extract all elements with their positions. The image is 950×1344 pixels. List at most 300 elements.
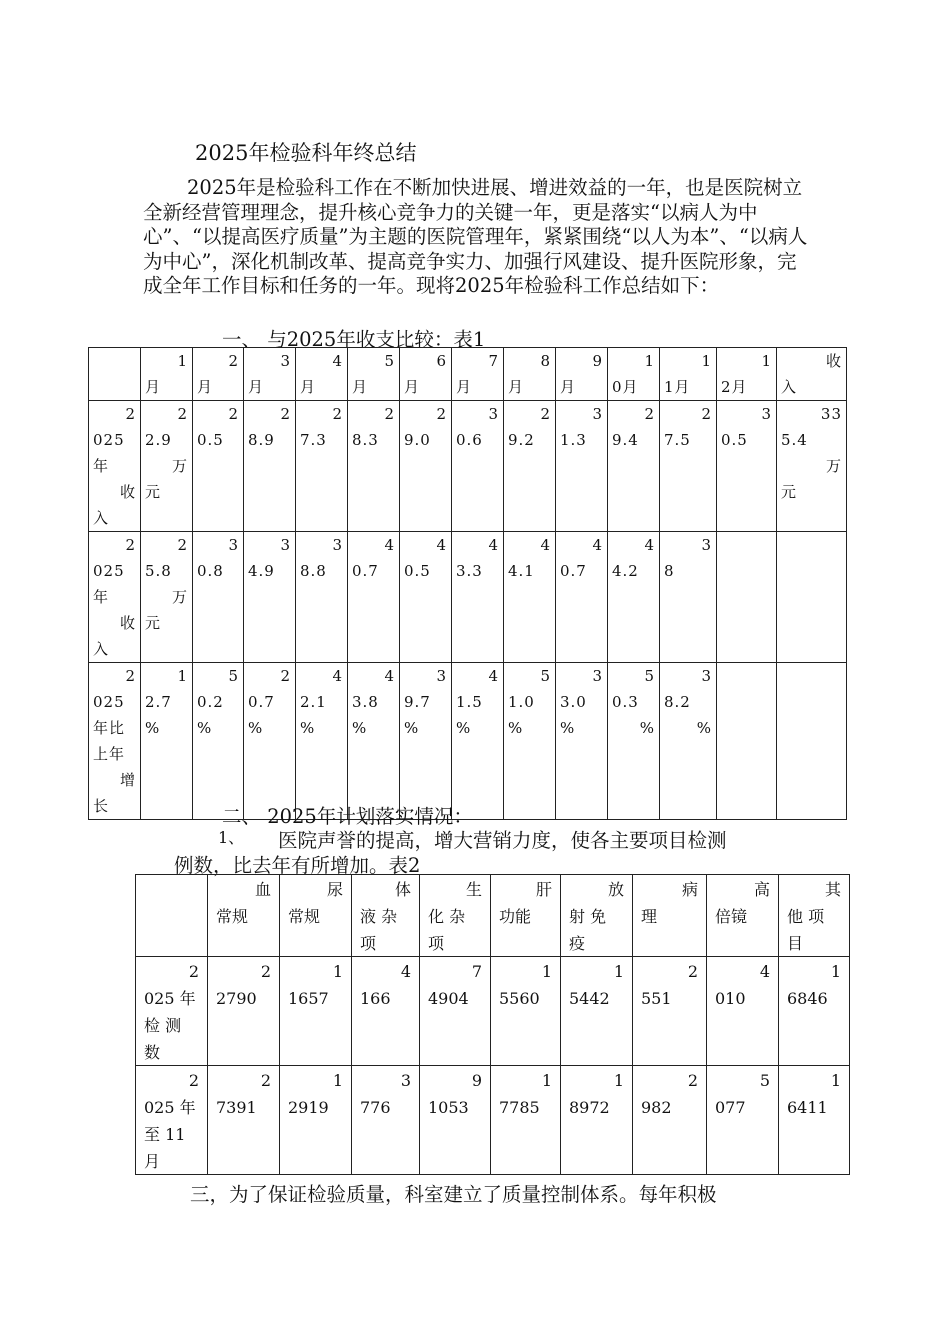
cell-line: 9	[471, 1071, 482, 1090]
table1-cell	[141, 663, 193, 820]
header-line: 尿	[326, 880, 343, 899]
table2-cell	[280, 957, 352, 1066]
cell-line: 2	[260, 962, 271, 981]
cell-line: 5442	[569, 989, 610, 1008]
cell-line: 3	[228, 536, 239, 554]
header-line: 项	[360, 934, 377, 953]
cell-line: 2	[701, 405, 712, 423]
table1-cell	[504, 532, 556, 663]
cell-line: %	[456, 719, 472, 737]
cell-line: 1	[332, 962, 343, 981]
header-line: 体	[394, 880, 411, 899]
cell-line: 1.0	[508, 693, 535, 711]
table1-cell	[660, 532, 717, 663]
header-bottom: 月	[197, 378, 214, 396]
section2-item1-continuation: 例数，比去年有所增加。表2	[174, 854, 421, 877]
cell-line: 4	[644, 536, 655, 554]
header-top: 9	[592, 352, 603, 370]
cell-line	[717, 664, 776, 665]
header-bottom: 0月	[612, 378, 639, 396]
table1-row	[89, 663, 847, 820]
label-line: 增	[119, 771, 136, 789]
table2-header-cell	[707, 875, 779, 957]
table2-cell	[633, 1066, 707, 1175]
table1-cell	[348, 532, 400, 663]
cell-line: 5	[644, 667, 655, 685]
cell-line: 3	[436, 667, 447, 685]
cell-line: 8972	[569, 1098, 610, 1117]
table1-cell	[777, 663, 847, 820]
label-line: 2	[125, 405, 136, 423]
cell-line	[717, 533, 776, 534]
cell-line: 3	[280, 536, 291, 554]
cell-line: %	[197, 719, 213, 737]
cell-line: %	[508, 719, 524, 737]
cell-line: 万	[171, 588, 188, 606]
table2-cell	[491, 1066, 561, 1175]
cell-line: %	[560, 719, 576, 737]
cell-line: 2	[260, 1071, 271, 1090]
table2-cell	[707, 1066, 779, 1175]
header-line: 放	[607, 880, 624, 899]
cell-line: 1053	[428, 1098, 469, 1117]
table1-header-cell	[452, 348, 504, 401]
table2-header-cell	[420, 875, 491, 957]
header-top: 5	[384, 352, 395, 370]
cell-line: 3	[761, 405, 772, 423]
table1-header-cell	[777, 348, 847, 401]
table1-header-cell	[608, 348, 660, 401]
cell-line: 1657	[288, 989, 329, 1008]
cell-line: 2	[280, 667, 291, 685]
table1-cell	[777, 401, 847, 532]
table1-header-cell	[504, 348, 556, 401]
cell-line: 4	[488, 667, 499, 685]
cell-line: 5	[540, 667, 551, 685]
cell-line: 4	[384, 667, 395, 685]
cell-line: 2	[384, 405, 395, 423]
header-bottom: 月	[404, 378, 421, 396]
cell-line: 2790	[216, 989, 257, 1008]
table2-cell	[561, 957, 633, 1066]
cell-line: 1	[332, 1071, 343, 1090]
table1-cell	[400, 532, 452, 663]
cell-line: 2	[687, 962, 698, 981]
table1-cell	[556, 663, 608, 820]
table1-cell	[608, 663, 660, 820]
table1-cell	[556, 532, 608, 663]
table2-cell	[208, 1066, 280, 1175]
cell-line: 166	[360, 989, 391, 1008]
label-line: 025 年	[144, 989, 196, 1008]
label-line: 025	[93, 693, 125, 711]
label-line: 入	[93, 509, 110, 527]
table2-cell	[420, 1066, 491, 1175]
cell-line: 万	[825, 457, 842, 475]
cell-line: 8	[664, 562, 675, 580]
table1-cell	[400, 401, 452, 532]
header-line: 射 免	[569, 907, 607, 926]
cell-line: 2	[332, 405, 343, 423]
table1-header-cell	[660, 348, 717, 401]
table1-header-cell	[400, 348, 452, 401]
header-top: 1	[177, 352, 188, 370]
table2-row-label	[136, 957, 208, 1066]
table1-cell	[717, 401, 777, 532]
label-line: 入	[93, 640, 110, 658]
cell-line: 4	[384, 536, 395, 554]
header-line: 液 杂	[360, 907, 398, 926]
header-line: 生	[465, 880, 482, 899]
label-line: 025 年	[144, 1098, 196, 1117]
table1-cell	[452, 401, 504, 532]
cell-line: 2	[177, 405, 188, 423]
cell-line: 776	[360, 1098, 391, 1117]
table1-cell	[296, 401, 348, 532]
table2-cell	[707, 957, 779, 1066]
table1-cell	[452, 532, 504, 663]
cell-line: 5	[228, 667, 239, 685]
cell-line: 2.1	[300, 693, 327, 711]
cell-line: 6846	[787, 989, 828, 1008]
cell-line: 0.5	[404, 562, 431, 580]
table2-row-label	[136, 1066, 208, 1175]
cell-line: 0.3	[612, 693, 639, 711]
label-line: 上年	[93, 745, 126, 763]
cell-line: 元	[145, 614, 162, 632]
header-top: 1	[761, 352, 772, 370]
cell-line: 0.5	[721, 431, 748, 449]
section3-paragraph: 三，为了保证检验质量，科室建立了质量控制体系。每年积极	[190, 1183, 717, 1206]
document-title: 2025年检验科年终总结	[195, 141, 417, 165]
table1-cell	[193, 401, 244, 532]
cell-line: 3	[592, 667, 603, 685]
header-top: 7	[488, 352, 499, 370]
header-line: 血	[254, 880, 271, 899]
cell-line: 4	[436, 536, 447, 554]
cell-line: 1.5	[456, 693, 483, 711]
table2-row	[136, 957, 850, 1066]
table2-header-cell	[280, 875, 352, 957]
table1-header-cell	[193, 348, 244, 401]
cell-line: %	[404, 719, 420, 737]
table1-cell	[608, 532, 660, 663]
cell-line: 9.7	[404, 693, 431, 711]
cell-line: 2	[177, 536, 188, 554]
table2-header-cell	[561, 875, 633, 957]
cell-line: 0.5	[197, 431, 224, 449]
table1-cell	[141, 532, 193, 663]
cell-line: 4	[332, 667, 343, 685]
header-line: 化 杂	[428, 907, 466, 926]
table1-cell	[400, 663, 452, 820]
table1-header-cell	[141, 348, 193, 401]
cell-line: %	[696, 719, 712, 737]
table1-cell	[193, 663, 244, 820]
cell-line: 3	[701, 667, 712, 685]
table1-row-label	[89, 532, 141, 663]
cell-line: 6411	[787, 1098, 828, 1117]
table2-cell	[491, 957, 561, 1066]
cell-line: 元	[145, 483, 162, 501]
header-line: 其	[824, 880, 841, 899]
cell-line: 9.0	[404, 431, 431, 449]
cell-line: 5.8	[145, 562, 172, 580]
label-line: 月	[144, 1152, 161, 1171]
cell-line: %	[300, 719, 316, 737]
cell-line: 1	[830, 1071, 841, 1090]
cell-line: 3.8	[352, 693, 379, 711]
cell-line: 4.2	[612, 562, 639, 580]
header-bottom: 月	[145, 378, 162, 396]
table1-cell	[244, 663, 296, 820]
header-line: 常规	[288, 907, 321, 926]
section2-heading: 二、 2025年计划落实情况：	[222, 805, 473, 828]
table1-header-row	[89, 348, 847, 401]
table2-header-cell	[208, 875, 280, 957]
table1-cell	[296, 532, 348, 663]
header-top: 2	[228, 352, 239, 370]
header-bottom: 月	[248, 378, 265, 396]
cell-line: 1	[613, 1071, 624, 1090]
cell-line: 4	[592, 536, 603, 554]
cell-line	[777, 533, 846, 534]
cell-line: 0.8	[197, 562, 224, 580]
header-bottom: 月	[560, 378, 577, 396]
table1-header-cell	[717, 348, 777, 401]
cell-line: 3	[400, 1071, 411, 1090]
table2-cell	[352, 957, 420, 1066]
cell-line: 4	[759, 962, 770, 981]
table1-cell	[608, 401, 660, 532]
label-line: 数	[144, 1043, 161, 1062]
table1-cell	[717, 663, 777, 820]
section1-heading: 一、 与2025年收支比较：表1	[222, 328, 486, 351]
section2-item1-text: 医院声誉的提高，增大营销力度，使各主要项目检测	[278, 829, 727, 852]
cell-line: 5.4	[781, 431, 808, 449]
cell-line: 1	[541, 1071, 552, 1090]
label-line: 2	[125, 536, 136, 554]
header-line: 功能	[499, 907, 532, 926]
table2-header-cell	[779, 875, 850, 957]
header-top: 1	[644, 352, 655, 370]
table1-corner-cell	[89, 348, 141, 401]
table1-cell	[777, 532, 847, 663]
cell-line: %	[145, 719, 161, 737]
cell-line: 2	[228, 405, 239, 423]
table2-cell	[420, 957, 491, 1066]
table1-cell	[141, 401, 193, 532]
header-bottom: 月	[456, 378, 473, 396]
label-line: 收	[119, 483, 136, 501]
cell-line: 5560	[499, 989, 540, 1008]
cell-line: 7.3	[300, 431, 327, 449]
cell-line: 0.6	[456, 431, 483, 449]
header-top: 1	[701, 352, 712, 370]
label-line: 025	[93, 431, 125, 449]
cell-line: 2	[436, 405, 447, 423]
cell-line: %	[248, 719, 264, 737]
cell-line: 2	[280, 405, 291, 423]
table1-cell	[348, 663, 400, 820]
cell-line: 1	[613, 962, 624, 981]
cell-line: 4	[488, 536, 499, 554]
header-bottom: 月	[508, 378, 525, 396]
cell-line: 7.5	[664, 431, 691, 449]
header-line: 疫	[569, 934, 586, 953]
table2-cell	[208, 957, 280, 1066]
cell-line: 2.7	[145, 693, 172, 711]
table2-header-row	[136, 875, 850, 957]
cell-line: 8.8	[300, 562, 327, 580]
table1-cell	[504, 401, 556, 532]
label-line: 年比	[93, 719, 126, 737]
label-line: 2	[125, 667, 136, 685]
cell-line: 0.7	[352, 562, 379, 580]
section2-item1-number: 1、	[218, 828, 245, 847]
header-bottom: 1月	[664, 378, 691, 396]
cell-line: 3.0	[560, 693, 587, 711]
table2-header-cell	[491, 875, 561, 957]
table2-cell	[779, 957, 850, 1066]
cell-line: 2	[687, 1071, 698, 1090]
test-volume-table	[135, 874, 850, 1175]
cell-line: 8.3	[352, 431, 379, 449]
label-line: 025	[93, 562, 125, 580]
cell-line: 077	[715, 1098, 746, 1117]
header-bottom: 月	[352, 378, 369, 396]
label-line: 收	[119, 614, 136, 632]
cell-line: 3	[701, 536, 712, 554]
cell-line: 0.7	[248, 693, 275, 711]
table1-header-cell	[556, 348, 608, 401]
table2-cell	[561, 1066, 633, 1175]
label-line: 检 测	[144, 1016, 182, 1035]
table1-cell	[244, 401, 296, 532]
label-line: 至 11	[144, 1125, 186, 1144]
header-top: 收	[825, 352, 842, 370]
cell-line: 8.9	[248, 431, 275, 449]
table1-cell	[504, 663, 556, 820]
header-line: 常规	[216, 907, 249, 926]
label-line: 年	[93, 457, 110, 475]
cell-line: 4904	[428, 989, 469, 1008]
table1-header-cell	[348, 348, 400, 401]
cell-line: 010	[715, 989, 746, 1008]
cell-line: 7	[471, 962, 482, 981]
cell-line: 8.2	[664, 693, 691, 711]
table1-header-cell	[244, 348, 296, 401]
header-line: 项	[428, 934, 445, 953]
table2-cell	[779, 1066, 850, 1175]
header-top: 6	[436, 352, 447, 370]
cell-line: 2	[540, 405, 551, 423]
header-line: 倍镜	[715, 907, 748, 926]
table2-header-cell	[633, 875, 707, 957]
cell-line: 0.7	[560, 562, 587, 580]
cell-line: 3.3	[456, 562, 483, 580]
cell-line: 万	[171, 457, 188, 475]
cell-line: %	[639, 719, 655, 737]
header-bottom: 月	[300, 378, 317, 396]
table1-header-cell	[296, 348, 348, 401]
table1-cell	[244, 532, 296, 663]
cell-line: 9.2	[508, 431, 535, 449]
table1-cell	[296, 663, 348, 820]
table1-cell	[193, 532, 244, 663]
label-line: 年	[93, 588, 110, 606]
cell-line: 4	[400, 962, 411, 981]
table2-row	[136, 1066, 850, 1175]
header-line: 目	[787, 934, 804, 953]
table2-cell	[280, 1066, 352, 1175]
cell-line: 982	[641, 1098, 672, 1117]
cell-line: 4.9	[248, 562, 275, 580]
cell-line: 1	[830, 962, 841, 981]
table2-cell	[352, 1066, 420, 1175]
cell-line: %	[352, 719, 368, 737]
header-line: 理	[641, 907, 658, 926]
header-line: 病	[681, 880, 698, 899]
cell-line: 4.1	[508, 562, 535, 580]
intro-paragraph: 2025年是检验科工作在不断加快进展、增进效益的一年，也是医院树立全新经营管理理念，提升核心竞争力的关键一年，更是落实“以病人为中心”、“以提高医疗质量”为主题的医院管理年，紧紧围绕“以人为本”、“以病人为中心”，深化机制改革、提高竞争实力、加强行风建设、提升医院形象，完成全年工作目标和任务的一年。现将2025年检验科工作总结如下：	[143, 176, 808, 297]
cell-line: 7391	[216, 1098, 257, 1117]
table1-cell	[660, 401, 717, 532]
cell-line: 1	[177, 667, 188, 685]
header-line: 高	[753, 880, 770, 899]
table1-cell	[717, 532, 777, 663]
header-top: 3	[280, 352, 291, 370]
cell-line: 2	[644, 405, 655, 423]
header-top: 8	[540, 352, 551, 370]
label-line: 2	[188, 962, 199, 981]
cell-line: 3	[592, 405, 603, 423]
table1-cell	[556, 401, 608, 532]
header-top: 4	[332, 352, 343, 370]
cell-line: 元	[781, 483, 798, 501]
cell-line: 551	[641, 989, 672, 1008]
table1-cell	[348, 401, 400, 532]
cell-line: 2919	[288, 1098, 329, 1117]
header-bottom: 入	[781, 378, 798, 396]
cell-line: 33	[820, 405, 842, 423]
label-line: 长	[93, 797, 110, 815]
table1-row-label	[89, 663, 141, 820]
header-line: 肝	[535, 880, 552, 899]
cell-line: 1	[541, 962, 552, 981]
cell-line: 9.4	[612, 431, 639, 449]
table1-cell	[660, 663, 717, 820]
table2-corner-cell	[136, 875, 208, 957]
cell-line: 3	[332, 536, 343, 554]
cell-line: 1.3	[560, 431, 587, 449]
cell-line: 3	[488, 405, 499, 423]
cell-line: 0.2	[197, 693, 224, 711]
header-line: 他 项	[787, 907, 825, 926]
cell-line	[777, 664, 846, 665]
cell-line: 2.9	[145, 431, 172, 449]
cell-line: 5	[759, 1071, 770, 1090]
header-bottom: 2月	[721, 378, 748, 396]
table1-row	[89, 532, 847, 663]
table2-cell	[633, 957, 707, 1066]
table1-row-label	[89, 401, 141, 532]
table1-cell	[452, 663, 504, 820]
label-line: 2	[188, 1071, 199, 1090]
income-comparison-table	[88, 347, 847, 820]
table1-row	[89, 401, 847, 532]
cell-line: 4	[540, 536, 551, 554]
